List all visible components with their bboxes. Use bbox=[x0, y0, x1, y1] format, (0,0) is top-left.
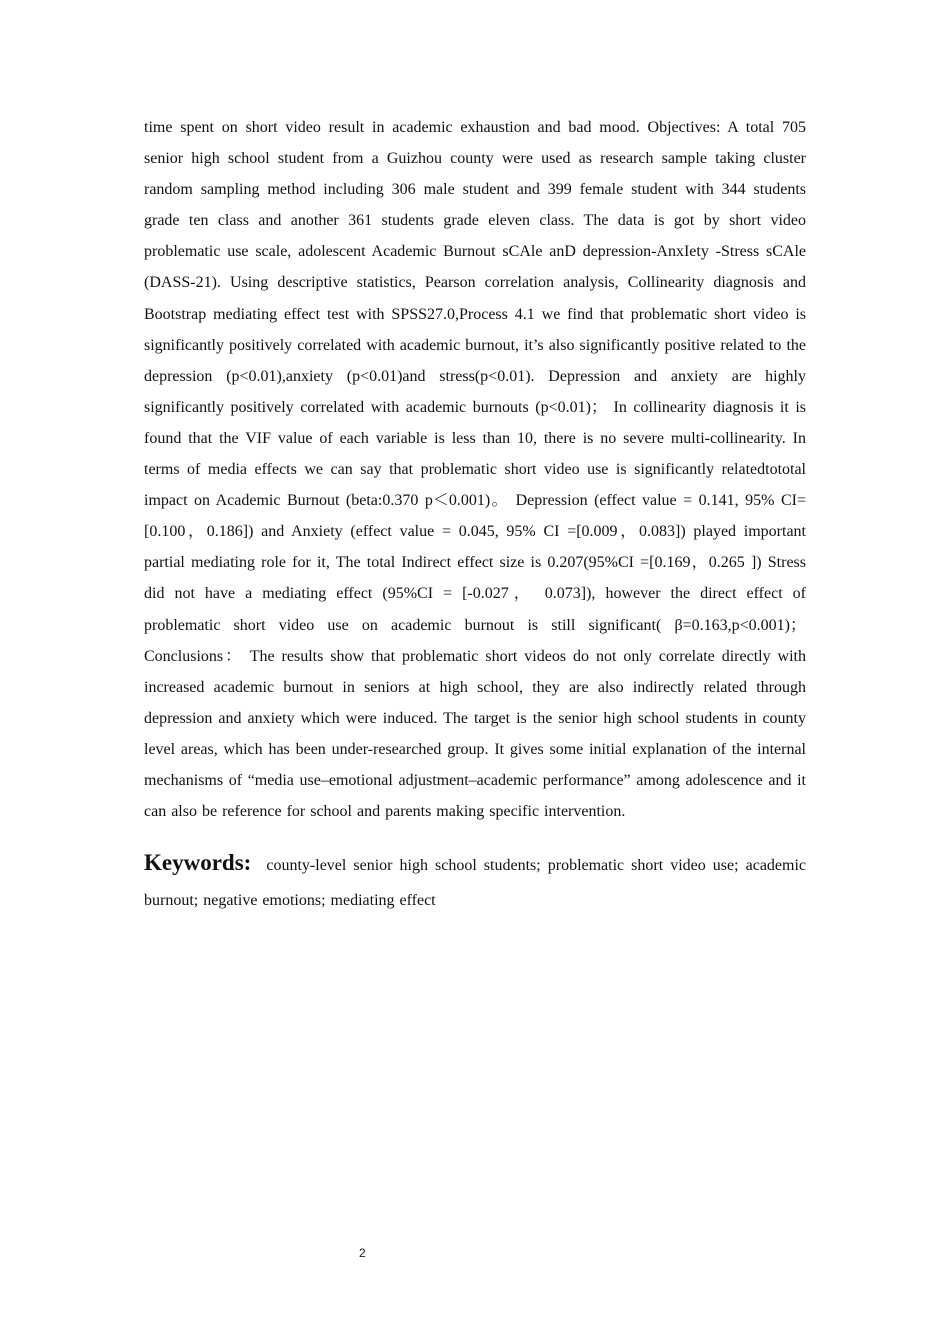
keywords-line bbox=[144, 845, 806, 918]
page-number: 2 bbox=[359, 1246, 366, 1260]
page-body bbox=[144, 112, 806, 918]
keywords-text: county-level senior high school students; problematic short video use; academic burnout; negative emotions; mediating effect bbox=[144, 857, 807, 910]
keywords-label: Keywords: bbox=[144, 850, 252, 876]
abstract-paragraph: time spent on short video result in academic exhaustion and bad mood. Objectives: A total 705 senior high school student from a Guizhou county were used as research sample taking cluster random sampling method including 306 male student and 399 female student with 344 students grade ten class and another 361 students grade eleven class. The data is got by short video problematic use scale, adolescent Academic Burnout sCAle anD depression-AnxIety -Stress sCAle (DASS-21). Using descriptive statistics, Pearson correlation analysis, Collinearity diagnosis and Bootstrap mediating effect test with SPSS27.0,Process 4.1 we find that problematic short video is significantly positively correlated with academic burnout, it’s also significantly positive related to the depression (p<0.01),anxiety (p<0.01)and stress(p<0.01). Depression and anxiety are highly significantly positively correlated with academic burnouts (p<0.01)； In collinearity diagnosis it is found that the VIF value of each variable is less than 10, there is no severe multi-collinearity. In terms of media effects we can say that problematic short video use is significantly relatedtototal impact on Academic Burnout (beta:0.370 p＜0.001)。 Depression (effect value = 0.141, 95% CI=[0.100，0.186]) and Anxiety (effect value = 0.045, 95% CI =[0.009，0.083]) played important partial mediating role for it, The total Indirect effect size is 0.207(95%CI =[0.169，0.265 ]) Stress did not have a mediating effect (95%CI = [-0.027， 0.073]), however the direct effect of problematic short video use on academic burnout is still significant( β=0.163,p<0.001)； Conclusions： The results show that problematic short videos do not only correlate directly with increased academic burnout in seniors at high school, they are also indirectly related through depression and anxiety which were induced. The target is the senior high school students in county level areas, which has been under-researched group. It gives some initial explanation of the internal mechanisms of “media use–emotional adjustment–academic performance” among adolescence and it can also be reference for school and parents making specific intervention. bbox=[144, 119, 807, 821]
